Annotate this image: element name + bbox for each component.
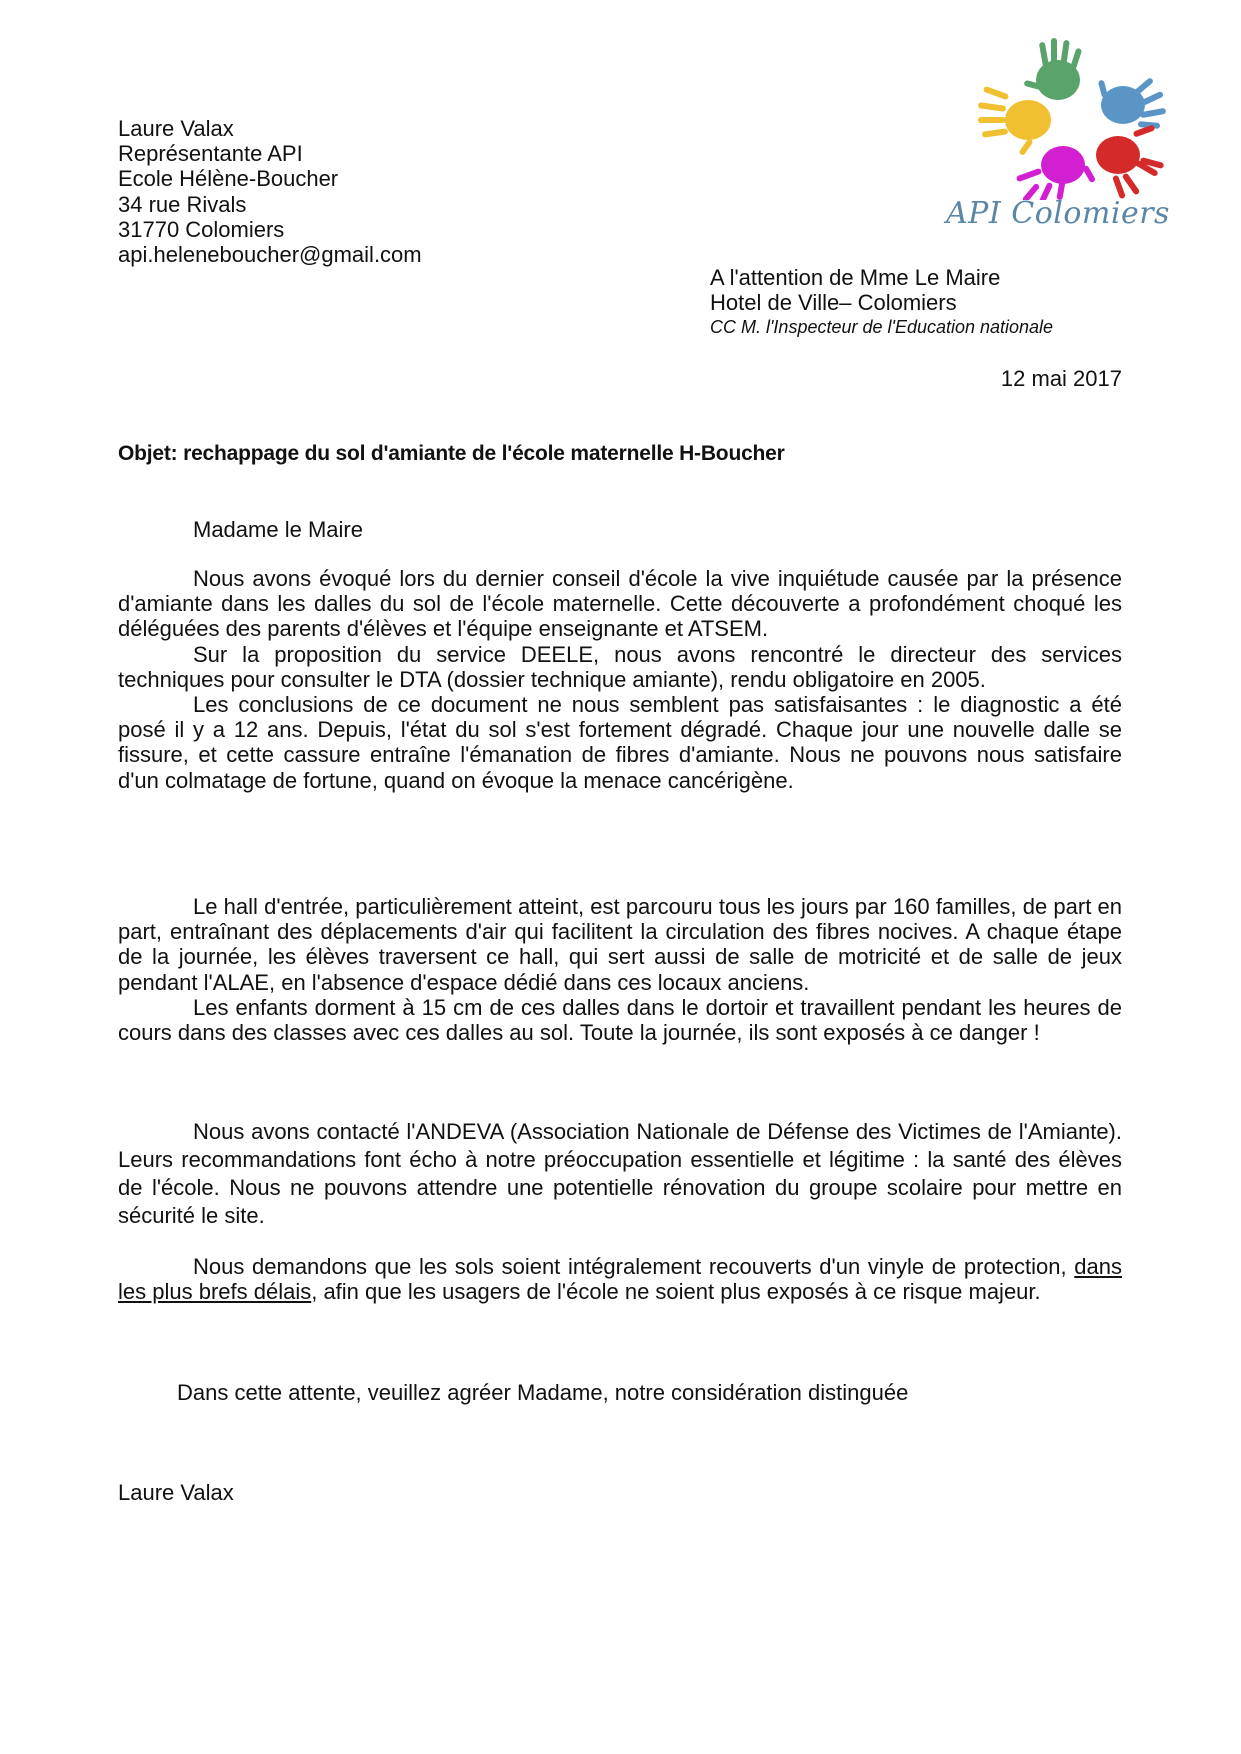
sender-address-block [118, 116, 422, 267]
api-colomiers-logo [928, 20, 1188, 245]
letter-subject: Objet: rechappage du sol d'amiante de l'école maternelle H-Boucher [118, 442, 785, 465]
sender-city: 31770 Colomiers [118, 216, 285, 242]
body-section-3 [118, 1118, 1122, 1230]
recipient-cc: CC M. l'Inspecteur de l'Education nationale [710, 317, 1054, 337]
sender-street: 34 rue Rivals [118, 191, 247, 217]
body-section-2 [118, 894, 1122, 1045]
paragraph-2: Sur la proposition du service DEELE, nous avons rencontré le directeur des services techniques pour consulter le DTA (dossier technique amiante), rendu obligatoire en 2005. [118, 641, 1122, 692]
paragraph-7-end: , afin que les usagers de l'école ne soient plus exposés à ce risque majeur. [311, 1279, 1041, 1305]
recipient-line-2: Hotel de Ville– Colomiers [710, 290, 957, 315]
salutation: Madame le Maire [193, 517, 363, 542]
sender-school: Ecole Hélène-Boucher [118, 166, 339, 192]
sender-name: Laure Valax [118, 116, 234, 141]
letter-date: 12 mai 2017 [1000, 366, 1122, 391]
body-section-4 [118, 1254, 1122, 1304]
logo-text: API Colomiers [946, 196, 1170, 231]
body-section-1 [118, 566, 1122, 793]
sender-email: api.heleneboucher@gmail.com [118, 242, 422, 268]
paragraph-1: Nous avons évoqué lors du dernier conseil d'école la vive inquiétude causée par la présence d'amiante dans les dalles du sol de l'école maternelle. Cette découverte a profondément choqué les déléguées des parents d'élèves et l'équipe enseignante et ATSEM. [118, 566, 1122, 642]
colored-hands-icon [928, 20, 1188, 200]
paragraph-4: Le hall d'entrée, particulièrement atteint, est parcouru tous les jours par 160 familles, de part en part, entraînant des déplacements d'air qui facilitent la circulation des fibres nocives. A chaque étape de la journée, les élèves traversent ce hall, qui sert aussi de salle de motricité et de salle de jeux pendant l'ALAE, en l'absence d'espace dédié dans ces locaux anciens. [118, 894, 1122, 995]
paragraph-7 [118, 1254, 1122, 1304]
paragraph-3: Les conclusions de ce document ne nous semblent pas satisfaisantes : le diagnostic a été posé il y a 12 ans. Depuis, l'état du sol s'est fortement dégradé. Chaque jour une nouvelle dalle se fissure, et cette cassure entraîne l'émanation de fibres d'amiante. Nous ne pouvons nous satisfaire d'un colmatage de fortune, quand on évoque la menace cancérigène. [118, 692, 1122, 793]
paragraph-7-start: Nous demandons que les sols soient intégralement recouverts d'un vinyle de protection, [193, 1254, 1075, 1279]
signature: Laure Valax [118, 1480, 234, 1505]
recipient-block [710, 265, 1053, 340]
recipient-line-1: A l'attention de Mme Le Maire [710, 265, 1001, 290]
paragraph-6: Nous avons contacté l'ANDEVA (Association Nationale de Défense des Victimes de l'Amiante). Leurs recommandations font écho à notre préoccupation essentielle et légitime : la santé des élèves de l'école. Nous ne pouvons attendre une potentielle rénovation du groupe scolaire pour mettre en sécurité le site. [118, 1119, 1122, 1228]
sender-role: Représentante API [118, 141, 303, 167]
underlined-deadline: dans les plus brefs délais [118, 1254, 1122, 1305]
closing-formula: Dans cette attente, veuillez agréer Madame, notre considération distinguée [177, 1380, 909, 1405]
paragraph-5: Les enfants dorment à 15 cm de ces dalles dans le dortoir et travaillent pendant les heures de cours dans des classes avec ces dalles au sol. Toute la journée, ils sont exposés à ce danger ! [118, 994, 1122, 1046]
